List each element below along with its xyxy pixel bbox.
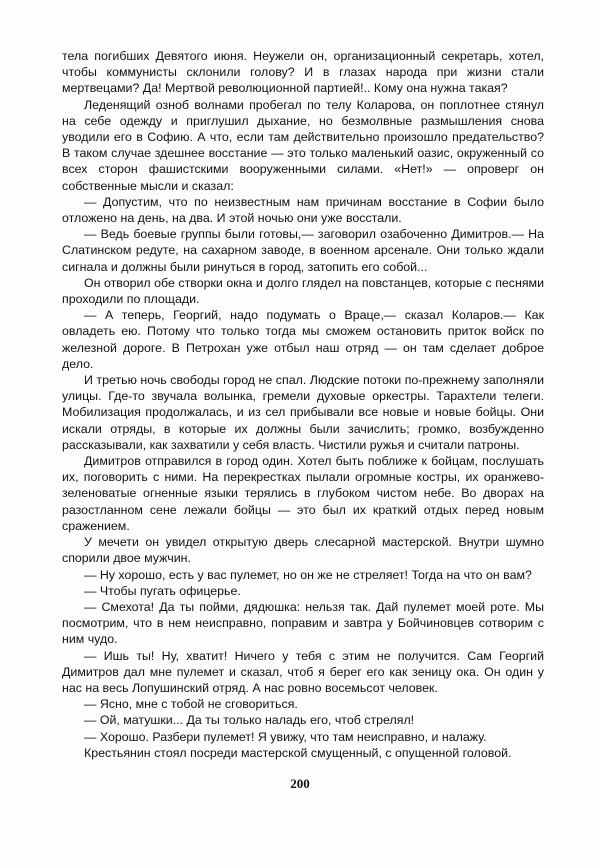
paragraph-10: — Ну хорошо, есть у вас пулемет, но он же не стреляет! Тогда на что он вам? [84,567,532,582]
page-number: 200 [290,776,310,791]
body-text [62,48,544,761]
paragraph-3: — Допустим, что по неизвестным нам причинам восстание в Софии было отложено на день, на два. И этой ночью они уже восстали. [62,194,544,226]
paragraph-15: — Ой, матушки... Да ты только наладь его, чтоб стрелял! [84,713,415,728]
paragraph-5: Он отворил обе створки окна и долго глядел на повстанцев, которые с песнями проходили по площади. [62,275,544,307]
paragraph-1: тела погибших Девятого июня. Неужели он, организационный секретарь, хотел, чтобы коммунисты склонили голову? И в глазах народа при жизни стали мертвецами? Да! Мертвой революционной партией!.. Кому она нужна такая? [62,49,544,96]
paragraph-9: У мечети он увидел открытую дверь слесарной мастерской. Внутри шумно спорили двое мужчин. [62,535,544,566]
paragraph-7: И третью ночь свободы город не спал. Людские потоки по-прежнему заполняли улицы. Где-то звучала волынка, гремели духовые оркестры. Тарахтели телеги. Мобилизация продолжалась, и из сел прибывали все новые и новые бойцы. Они искали отряды, в которые их должны были зачислить; громко, возбужденно рассказывали, как захватили у себя власть. Чистили ружья и считали патроны. [62,373,544,452]
paragraph-4: — Ведь боевые группы были готовы,— заговорил озабоченно Димитров.— На Слатинском редуте, на сахарном заводе, в военном арсенале. Они только ждали сигнала и должны были ринуться в город, затопить его собой... [62,227,544,274]
paragraph-14: — Ясно, мне с тобой не сговориться. [84,697,298,712]
paragraph-16: — Хорошо. Разбери пулемет! Я увижу, что там неисправно, и налажу. [84,729,487,744]
paragraph-2: Леденящий озноб волнами пробегал по телу Коларова, он поплотнее стянул на себе одежду и приглушил дыхание, но безмолвные размышления снова уводили его в Софию. А что, если там действительно произошло предательство? В таком случае здешнее восстание — это только маленький оазис, окруженный со всех сторон фашистскими вооруженными силами. «Нет!» — опроверг он собственные мысли и сказал: [62,97,544,193]
paragraph-17: Крестьянин стоял посреди мастерской смущенный, с опущенной головой. [84,745,512,760]
paragraph-12: — Смехота! Да ты пойми, дядюшка: нельзя так. Дай пулемет моей роте. Мы посмотрим, что в нем неисправно, поправим и завтра у Бойчиновцев сотворим с ним чудо. [62,599,544,647]
paragraph-8: Димитров отправился в город один. Хотел быть поближе к бойцам, послушать их, поговорить с ними. На перекрестках пылали огромные костры, их оранжево-зеленоватые огненные языки терялись в глубоком чистом небе. Во дворах на разостланном сене лежали бойцы — это был их краткий отдых перед новым сражением. [62,454,544,533]
paragraph-6: — А теперь, Георгий, надо подумать о Враце,— сказал Коларов.— Как овладеть ею. Потому что только тогда мы сможем остановить приток войск по железной дороге. В Петрохан уже отбыл наш отряд — он там сделает доброе дело. [62,308,544,371]
paragraph-13: — Ишь ты! Ну, хватит! Ничего у тебя с этим не получится. Сам Георгий Димитров дал мне пулемет и сказал, чтоб я берег его как зеницу ока. Он один у нас на весь Лопушинский отряд. А нас ровно восемьсот человек. [62,648,544,695]
paragraph-11: — Чтобы пугать офицерье. [84,583,241,598]
